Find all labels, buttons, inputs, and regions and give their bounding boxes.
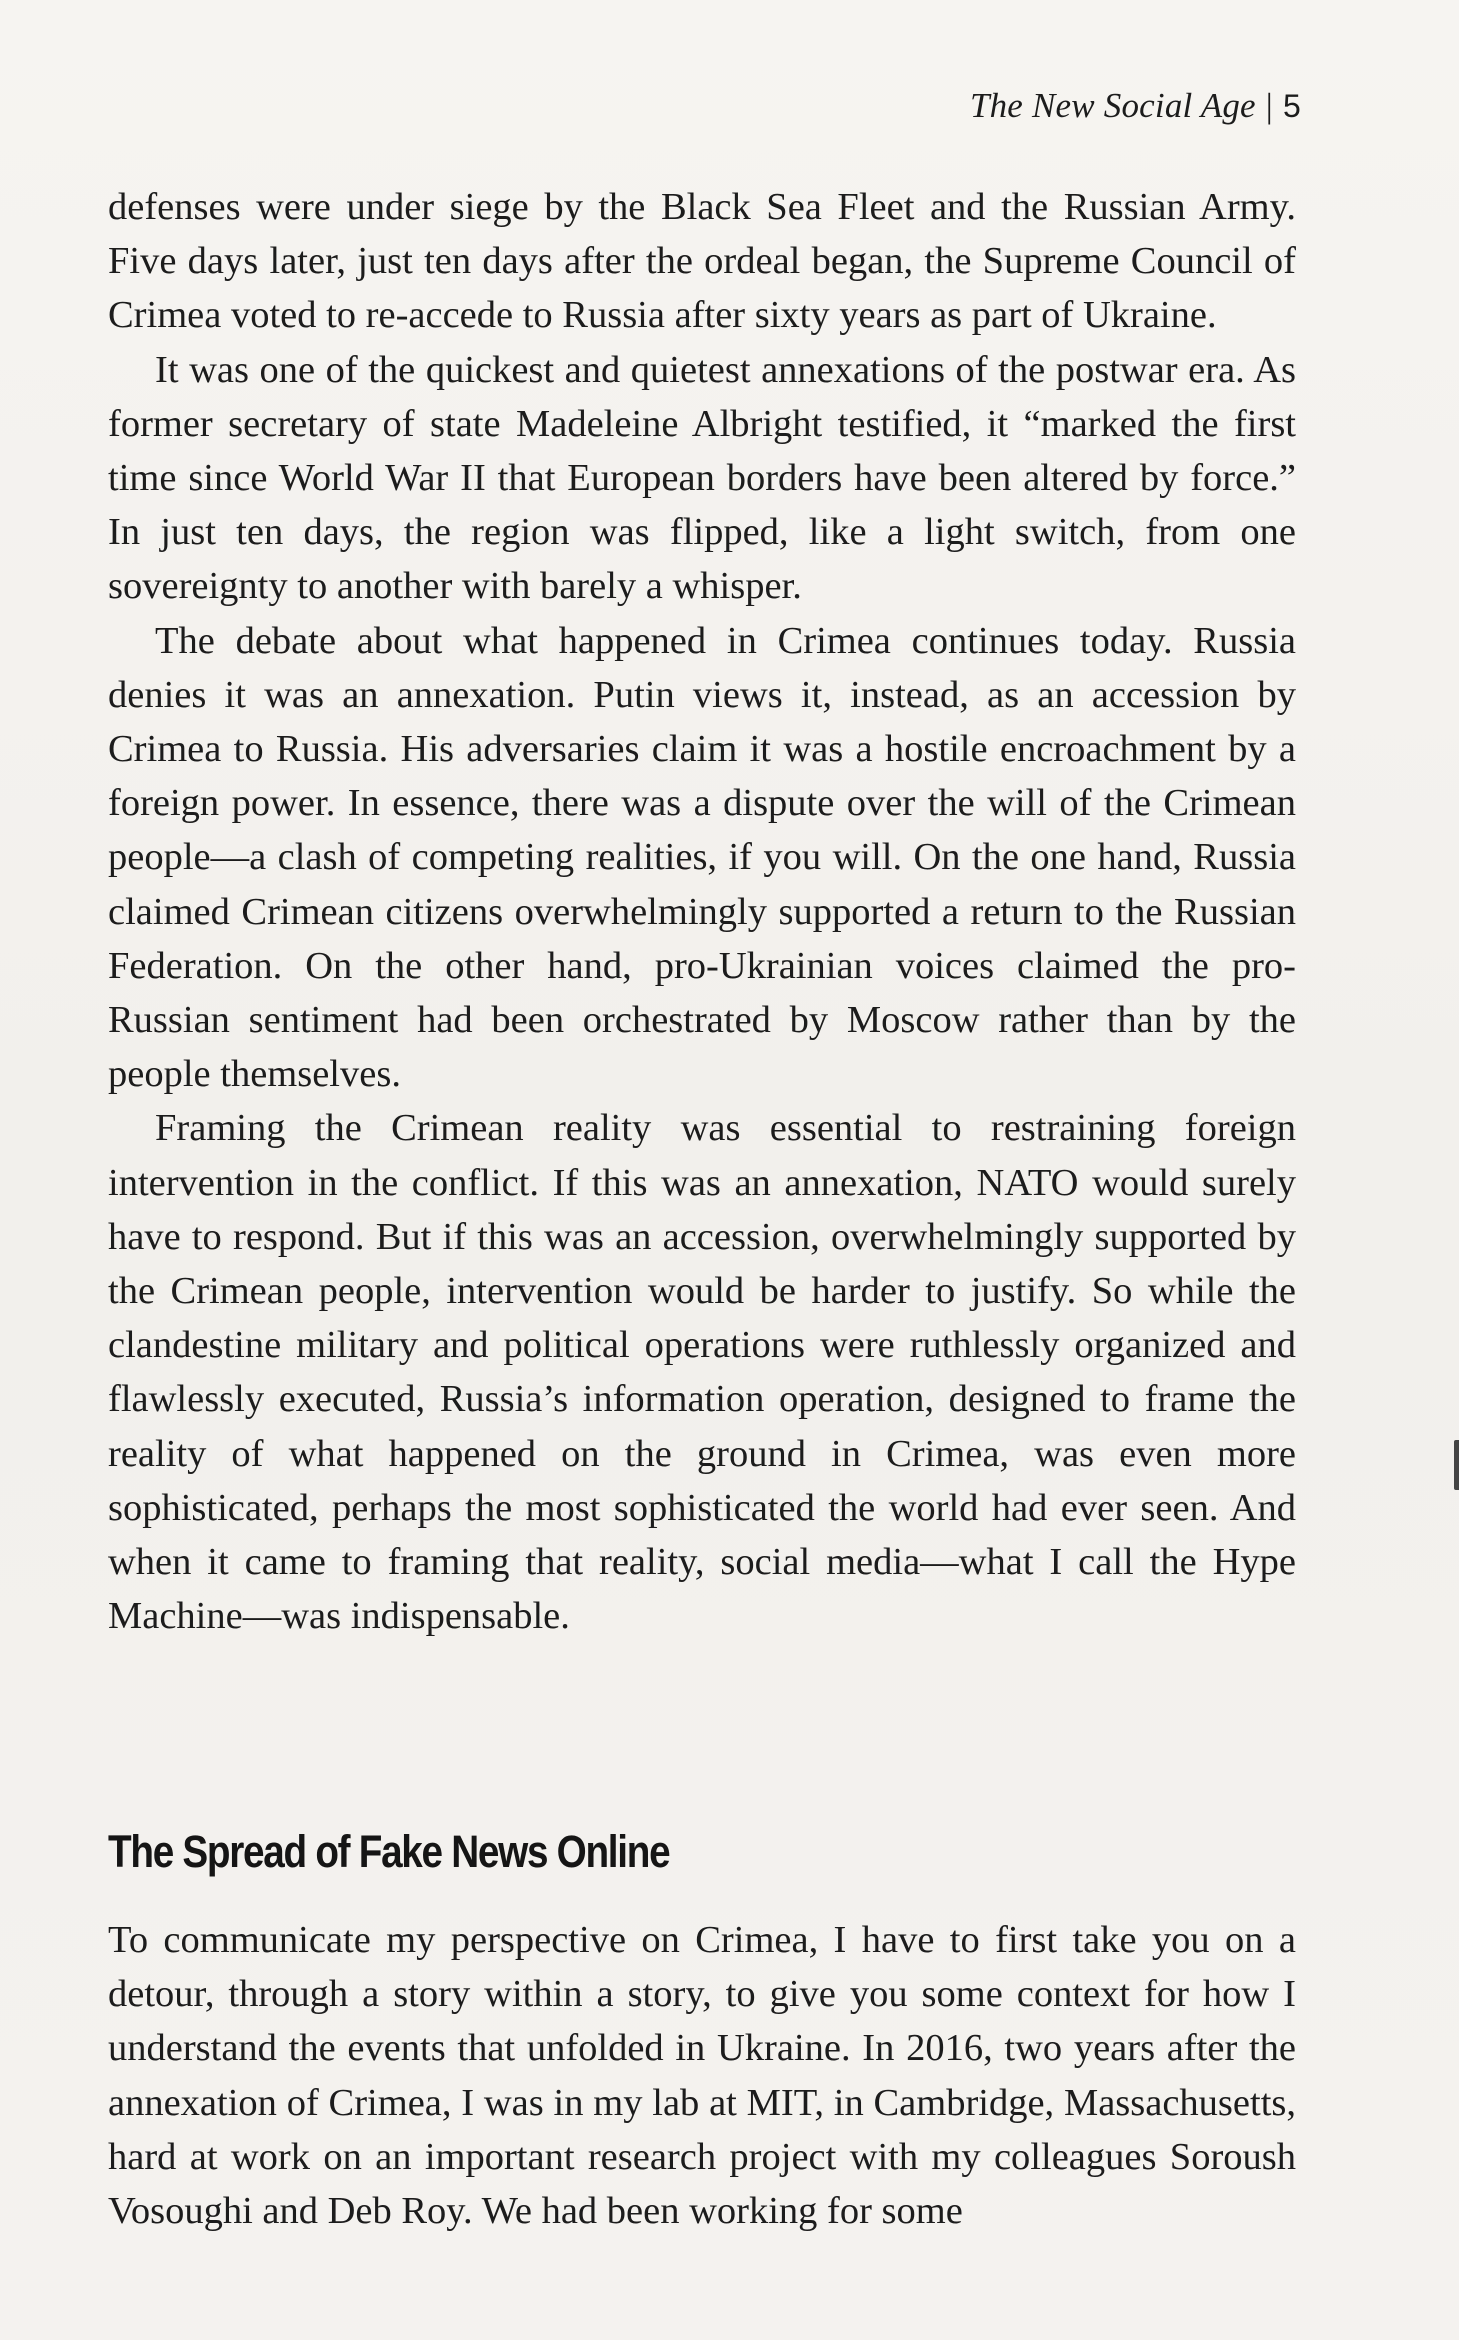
- page-number: 5: [1283, 88, 1301, 124]
- running-head-title: The New Social Age: [969, 86, 1256, 125]
- section-text: [108, 1913, 1296, 2238]
- section-heading: The Spread of Fake News Online: [108, 1826, 670, 1877]
- paragraph: Framing the Crimean reality was essential to restraining foreign intervention in the conflict. If this was an annexation, NATO would surely have to respond. But if this was an accession, overwhelmingly supported by the Crimean people, intervention would be harder to justify. So while the clandestine military and political operations were ruthlessly organized and flawlessly executed, Russia’s information operation, designed to frame the reality of what happened on the ground in Crimea, was even more sophisticated, perhaps the most sophisticated the world had ever seen. And when it came to framing that reality, social media—what I call the Hype Machine—was indispensable.: [108, 1107, 1296, 1638]
- paragraph: defenses were under siege by the Black Sea Fleet and the Russian Army. Five days later, just ten days after the ordeal began, the Supreme Council of Crimea voted to re-accede to Russia after sixty years as part of Ukraine.: [108, 186, 1296, 337]
- page-edge-mark: [1454, 1440, 1459, 1490]
- paragraph: The debate about what happened in Crimea continues today. Russia denies it was an annexation. Putin views it, instead, as an accession by Crimea to Russia. His adversaries claim it was a hostile encroachment by a foreign power. In essence, there was a dispute over the will of the Crimean people—a clash of competing realities, if you will. On the one hand, Russia claimed Crimean citizens overwhelmingly supported a return to the Russian Federation. On the other hand, pro-Ukrainian voices claimed the pro-Russian sentiment had been orchestrated by Moscow rather than by the people themselves.: [108, 619, 1296, 1096]
- running-head-separator: |: [1265, 86, 1273, 125]
- body-text: [108, 180, 1296, 1643]
- paragraph: It was one of the quickest and quietest annexations of the postwar era. As former secretary of state Madeleine Albright testified, it “marked the first time since World War II that European borders have been altered by force.” In just ten days, the region was flipped, like a light switch, from one sovereignty to another with barely a whisper.: [108, 348, 1296, 608]
- paragraph: To communicate my perspective on Crimea, I have to first take you on a detour, through a story within a story, to give you some context for how I understand the events that unfolded in Ukraine. In 2016, two years after the annexation of Crimea, I was in my lab at MIT, in Cambridge, Massachusetts, hard at work on an important research project with my colleagues Soroush Vosoughi and Deb Roy. We had been working for some: [108, 1919, 1296, 2233]
- running-head: [970, 86, 1301, 126]
